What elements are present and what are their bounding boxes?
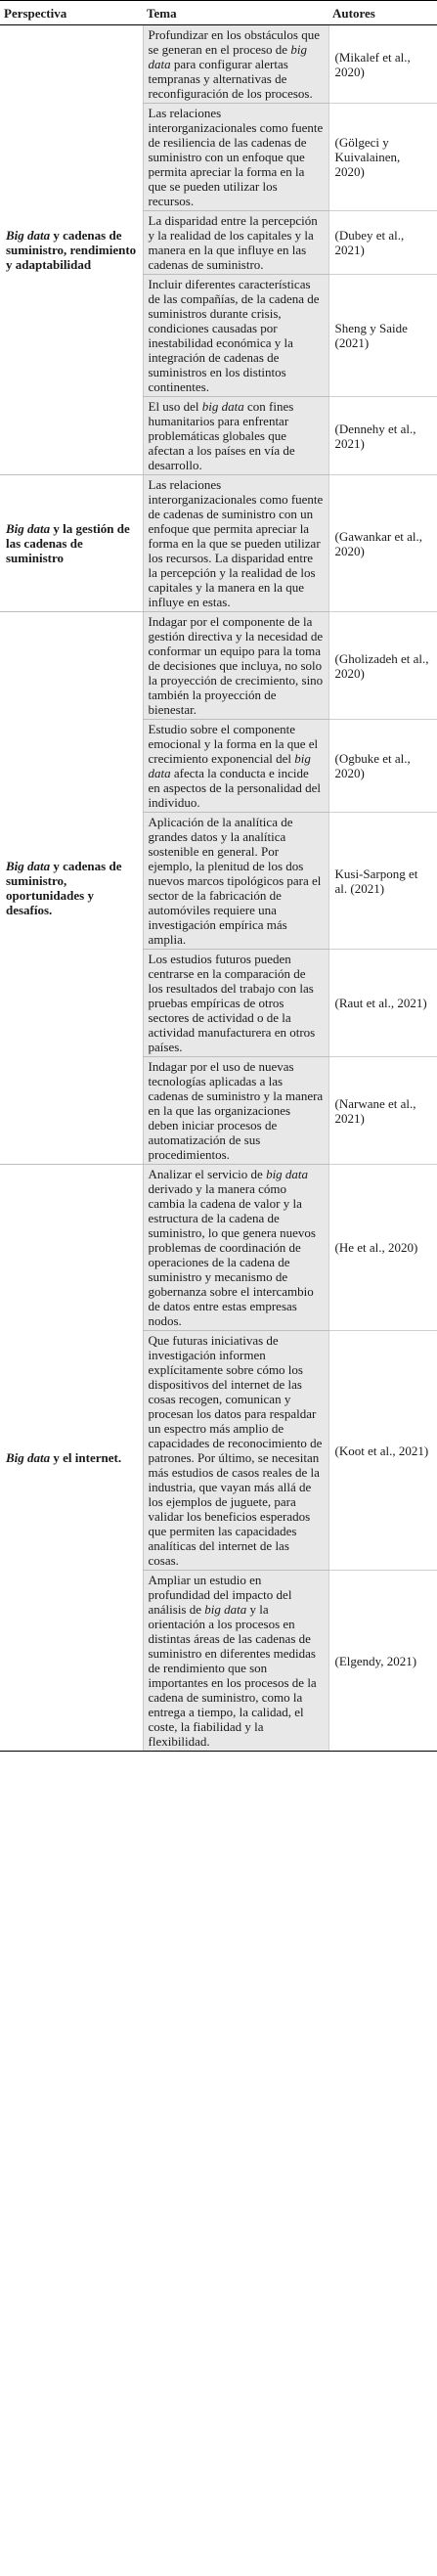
topic-text-end: afecta la conducta e incide en aspectos de la personalidad del individuo. bbox=[148, 766, 322, 810]
topic-text: Los estudios futuros pueden centrarse en la comparación de los resultados del trabajo con las pruebas empíricas de otros sectores de actividad o de la actividad manufacturera en otros países. bbox=[148, 952, 316, 1054]
table-row bbox=[0, 475, 437, 612]
table-row bbox=[0, 612, 437, 720]
authors-cell: (Ogbuke et al., 2020) bbox=[328, 720, 437, 813]
topic-text: La disparidad entre la percepción y la realidad de los capitales y la manera en la que influye en las cadenas de suministro. bbox=[148, 213, 318, 272]
authors-cell: (Dennehy et al., 2021) bbox=[328, 397, 437, 475]
topic-text: Que futuras iniciativas de investigación informen explícitamente sobre cómo los dispositivos del internet de las cosas recogen, comunican y procesan los datos para respaldar un espectro más amplio de capacidades de reconocimiento de patrones. Por último, se necesitan más estudios de casos reales de la industria, que vayan más allá de los ejemplos de juguete, para validar los beneficios esperados que permiten las capacidades analíticas del internet de las cosas. bbox=[148, 1333, 323, 1568]
authors-cell: (Elgendy, 2021) bbox=[328, 1571, 437, 1752]
authors-cell: (Narwane et al., 2021) bbox=[328, 1057, 437, 1165]
topic-text: Indagar por el uso de nuevas tecnologías aplicadas a las cadenas de suministro y la manera en la que las organizaciones deben iniciar procesos de automatización de sus procedimientos. bbox=[148, 1059, 324, 1162]
topic-cell bbox=[143, 275, 328, 397]
perspective-text: y cadenas de suministro, oportunidades y desafíos. bbox=[6, 859, 122, 917]
perspective-italic: Big data bbox=[6, 228, 51, 243]
topic-text: Aplicación de la analítica de grandes datos y la analítica sostenible en general. Por ejemplo, la plenitud de los dos nuevos marcos tipológicos para el sector de la fabricación de automóviles requiere una investigación empírica más amplia. bbox=[148, 815, 322, 947]
authors-cell: (Gawankar et al., 2020) bbox=[328, 475, 437, 612]
topic-text: Las relaciones interorganizacionales como fuente de resiliencia de las cadenas de suministro con un enfoque que permita apreciar la forma en la que se pueden utilizar los recursos. bbox=[148, 106, 324, 208]
topic-italic: big data bbox=[266, 1167, 309, 1181]
topic-cell bbox=[143, 950, 328, 1057]
topic-cell bbox=[143, 397, 328, 475]
topic-text: Analizar el servicio de bbox=[148, 1167, 267, 1181]
perspective-italic: Big data bbox=[6, 521, 51, 536]
authors-cell: (Gölgeci y Kuivalainen, 2020) bbox=[328, 104, 437, 211]
header-authors: Autores bbox=[328, 1, 437, 25]
authors-cell: (He et al., 2020) bbox=[328, 1165, 437, 1331]
perspective-cell bbox=[0, 612, 143, 1165]
topic-text: Ampliar un estudio en profundidad del impacto del análisis de bbox=[148, 1573, 292, 1617]
perspective-cell bbox=[0, 25, 143, 475]
topic-text: Profundizar en los obstáculos que se generan en el proceso de bbox=[148, 27, 320, 57]
topic-text: El uso del bbox=[148, 399, 202, 414]
topic-cell bbox=[143, 1331, 328, 1571]
topic-cell bbox=[143, 104, 328, 211]
table-header-row bbox=[0, 1, 437, 25]
topic-text-end: y la orientación a los procesos en distintas áreas de las cadenas de suministro en diferentes medidas de rendimiento que son importantes en los procesos de la cadena de suministro, como la entrega a tiempo, la calidad, el coste, la fiabilidad y la flexibilidad. bbox=[148, 1602, 317, 1749]
topic-cell bbox=[143, 25, 328, 104]
topic-cell bbox=[143, 720, 328, 813]
authors-cell: (Dubey et al., 2021) bbox=[328, 211, 437, 275]
authors-cell: (Gholizadeh et al., 2020) bbox=[328, 612, 437, 720]
table-body bbox=[0, 25, 437, 1752]
authors-cell: Kusi-Sarpong et al. (2021) bbox=[328, 813, 437, 950]
topic-italic: big data bbox=[204, 1602, 247, 1617]
authors-cell: Sheng y Saide (2021) bbox=[328, 275, 437, 397]
header-perspective: Perspectiva bbox=[0, 1, 143, 25]
topic-cell bbox=[143, 1571, 328, 1752]
topic-cell bbox=[143, 211, 328, 275]
authors-cell: (Koot et al., 2021) bbox=[328, 1331, 437, 1571]
topic-cell bbox=[143, 475, 328, 612]
topic-cell bbox=[143, 612, 328, 720]
topic-text-end: para configurar alertas tempranas y alternativas de reconfiguración de los procesos. bbox=[148, 57, 313, 101]
table-row bbox=[0, 25, 437, 104]
perspective-italic: Big data bbox=[6, 1450, 51, 1465]
authors-cell: (Raut et al., 2021) bbox=[328, 950, 437, 1057]
perspective-cell bbox=[0, 1165, 143, 1752]
header-topic: Tema bbox=[143, 1, 328, 25]
table-row bbox=[0, 1165, 437, 1331]
perspective-italic: Big data bbox=[6, 859, 51, 873]
perspective-text: y la gestión de las cadenas de suministro bbox=[6, 521, 130, 565]
topic-text: Incluir diferentes características de las compañías, de la cadena de suministros durante crisis, condiciones causadas por inestabilidad económica y la integración de cadenas de suministros en los distintos continentes. bbox=[148, 277, 320, 394]
perspective-cell bbox=[0, 475, 143, 612]
topic-text: Estudio sobre el componente emocional y la forma en la que el crecimiento exponencial del bbox=[148, 722, 319, 766]
topic-cell bbox=[143, 813, 328, 950]
authors-cell: (Mikalef et al., 2020) bbox=[328, 25, 437, 104]
topic-text-end: con fines humanitarios para enfrentar problemáticas globales que afectan a los países en vía de desarrollo. bbox=[148, 399, 295, 472]
perspective-text: y cadenas de suministro, rendimiento y adaptabilidad bbox=[6, 228, 137, 272]
topic-text: Indagar por el componente de la gestión directiva y la necesidad de conformar un equipo para la toma de decisiones que incluya, no solo la proyección de crecimiento, sino también la proyección de bienestar. bbox=[148, 614, 324, 717]
perspective-text: y el internet. bbox=[50, 1450, 122, 1465]
topic-cell bbox=[143, 1165, 328, 1331]
topic-italic: big data bbox=[148, 751, 311, 780]
topic-text-end: derivado y la manera cómo cambia la cadena de valor y la estructura de la cadena de suministro, lo que genera nuevos problemas de coordinación de operaciones de la cadena de suministro y mecanismo de gobernanza sobre el intercambio de datos entre estas empresas nodos. bbox=[148, 1181, 316, 1328]
topic-italic: big data bbox=[201, 399, 244, 414]
topic-cell bbox=[143, 1057, 328, 1165]
topic-italic: big data bbox=[148, 42, 307, 71]
topic-text: Las relaciones interorganizacionales como fuente de cadenas de suministro con un enfoque que permita apreciar la forma en la que se pueden utilizar los recursos. La disparidad entre la percepción y la realidad de los capitales y la manera en la que influye en estas. bbox=[148, 477, 324, 609]
